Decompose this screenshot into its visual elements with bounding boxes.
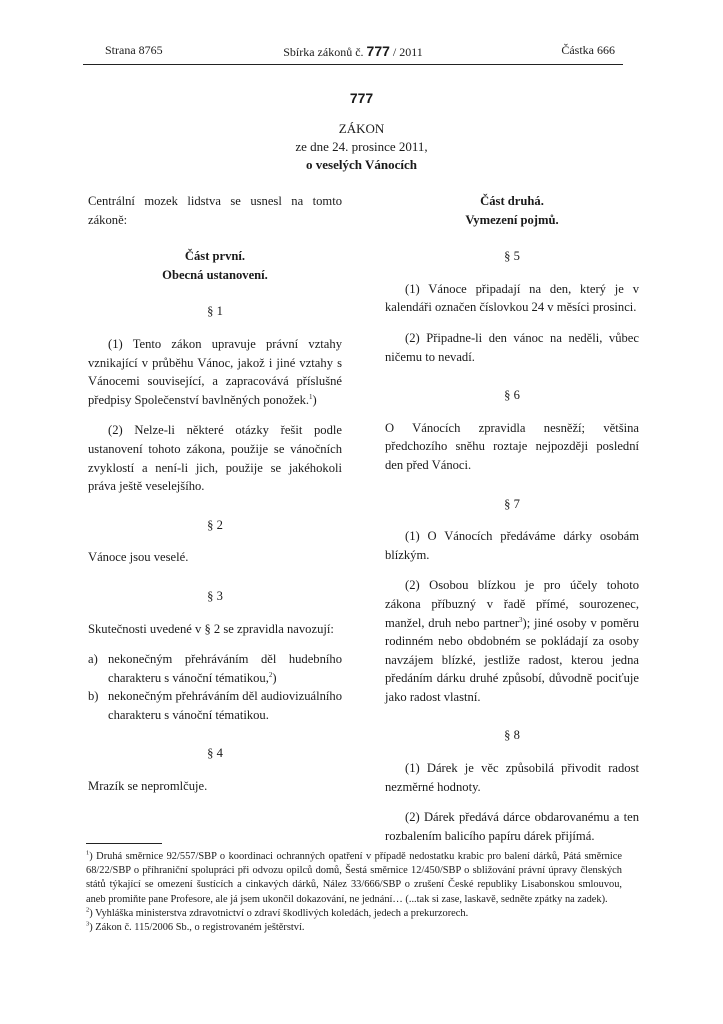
collection-year: / 2011: [392, 45, 423, 59]
collection-prefix: Sbírka zákonů č.: [283, 45, 364, 59]
collection-reference: [83, 43, 623, 60]
section-5-heading: § 5: [504, 249, 520, 264]
law-type: ZÁKON: [338, 121, 385, 136]
section-3-list: [88, 650, 342, 724]
footnote-2: $^2$) Vyhláška ministerstva zdravotnictví o zdraví škodlivých koledách, jedech a prekurzorech.: [86, 906, 469, 919]
section-4-heading: § 4: [207, 746, 223, 761]
section-7-paragraph-2: (2) Osobou blízkou je pro účely tohoto zákona příbuzný v řadě přímé, sourozenec, manžel, druh nebo partner$^3$); jiné osoby v poměru rodinném nebo obdobném se pokládají za osoby navzájem blízké, jestliže radost, kterou jedna předáním dárku druhé způsobí, důvodně pociťuje jako radost vlastní.: [385, 578, 639, 704]
section-3-paragraph: Skutečnosti uvedené v § 2 se zpravidla navozují:: [88, 621, 334, 636]
section-4-paragraph: Mrazík se nepromlčuje.: [88, 779, 208, 794]
list-item: b) nekonečným přehráváním děl audiovizuálního charakteru s vánoční tématikou.: [88, 687, 342, 724]
part-two-subtitle: Vymezení pojmů.: [465, 212, 559, 227]
law-subject: o veselých Vánocích: [306, 157, 417, 172]
list-marker: b): [88, 689, 99, 704]
page-header: [83, 43, 623, 63]
law-number: 777: [349, 90, 374, 106]
part-one-subtitle: Obecná ustanovení.: [162, 267, 268, 282]
law-title-block: [0, 120, 723, 174]
section-1-paragraph-2: (2) Nelze-li některé otázky řešit podle ustanovení tohoto zákona, použije se vánočních zvyklostí a není-li jich, použije se jakéhokoli práva ještě veselejšího.: [88, 423, 342, 494]
section-2-heading: § 2: [207, 517, 223, 532]
list-marker: a): [88, 652, 98, 667]
part-one-title: Část první.: [184, 249, 246, 264]
header-divider: [83, 64, 623, 65]
section-8-paragraph-2: (2) Dárek předává dárce obdarovanému a ten rozbalením balicího papíru dárek přijímá.: [385, 810, 639, 843]
section-1-paragraph-1: (1) Tento zákon upravuje právní vztahy vznikající v průběhu Vánoc, jakož i jiné vztahy s Vánocemi související, a zapracovává příslušné předpisy Společenství bavlněných ponožek.$^1$): [88, 336, 342, 407]
footnote-ref-2[interactable]: 2: [268, 670, 273, 679]
part-two-title: Část druhá.: [480, 194, 544, 208]
section-3-heading: § 3: [207, 588, 223, 603]
footnotes: [86, 850, 622, 935]
section-6-paragraph: O Vánocích zpravidla nesněží; většina předchozího sněhu roztaje nejpozději poslední den před Vánoci.: [385, 420, 639, 472]
section-5-paragraph-2: (2) Připadne-li den vánoc na neděli, vůbec ničemu to nevadí.: [385, 330, 639, 364]
page-number: Strana 8765: [105, 43, 163, 57]
footnote-ref-1[interactable]: 1: [309, 392, 313, 401]
law-date: ze dne 24. prosince 2011,: [295, 139, 428, 154]
section-1-heading: § 1: [207, 304, 223, 319]
footnote-ref-3[interactable]: 3: [519, 615, 523, 624]
right-column: [385, 192, 639, 857]
footnote-3: $^3$) Zákon č. 115/2006 Sb., o registrovaném ještěrství.: [86, 920, 305, 934]
list-item: a) nekonečným přehráváním děl hudebního charakteru s vánoční tématikou,$^2$): [88, 650, 342, 687]
section-7-paragraph-1: (1) O Vánocích předáváme dárky osobám blízkým.: [385, 529, 639, 562]
section-8-heading: § 8: [504, 728, 520, 743]
section-5-paragraph-1: (1) Vánoce připadají na den, který je v kalendáři označen číslovkou 24 v měsíci prosinci.: [385, 281, 639, 315]
part-number: Částka 666: [561, 43, 615, 57]
preamble: Centrální mozek lidstva se usnesl na tomto zákoně:: [88, 194, 342, 227]
collection-number: 777: [366, 43, 390, 59]
section-7-heading: § 7: [504, 496, 520, 511]
section-2-paragraph: Vánoce jsou veselé.: [88, 550, 189, 565]
section-6-heading: § 6: [504, 388, 520, 403]
footnote-1: $^1$) Druhá směrnice 92/557/SBP o koordinaci ochranných opatření v případě nedostatku krabic pro balení dárků, Pátá směrnice 68/22/SBP o příhraniční spolupráci při odvozu opilců domů, Šestá směrnice 12/450/SBP o sbližování právní úpravy členských států týkající se omezení šustících a cinkavých dárků, Nález 33/666/SBP o zrušení České republiky Lisabonskou smlouvou, aneb promiňte pane Profesore, ale já jsem ukončil dokazování, ne jednání… (...tak si zase, laskavě, sedněte zpátky na zadek).: [86, 849, 622, 905]
footnote-divider: [86, 843, 162, 844]
section-8-paragraph-1: (1) Dárek je věc způsobilá přivodit radost nezměrné hodnoty.: [385, 761, 639, 794]
left-column: [88, 192, 342, 808]
